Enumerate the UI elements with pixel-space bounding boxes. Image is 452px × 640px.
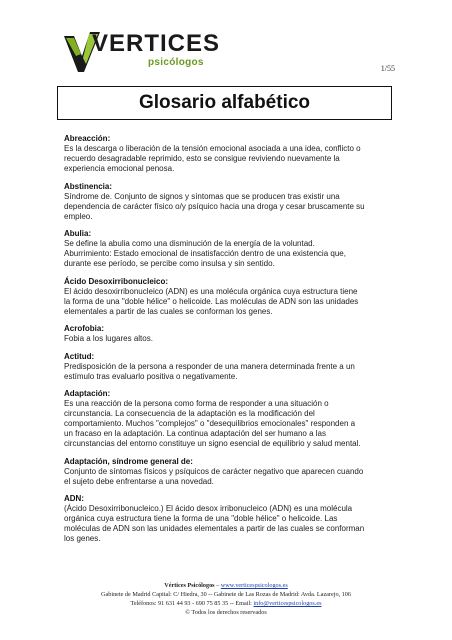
glossary-definition-line: el sujeto debe enfrentarse a una novedad.: [64, 476, 214, 486]
glossary-term: Adaptación:: [64, 389, 111, 398]
footer-addresses: Gabinete de Madrid Capital: C/ Hiedra, 30 -- Gabinete de Las Rozas de Madrid: Avda. Lazarejo, 106: [101, 591, 351, 598]
footer-brand: Vértices Psicólogos: [164, 582, 215, 589]
page-footer: [0, 581, 452, 617]
footer-dash: –: [214, 582, 221, 589]
glossary-term: Adaptación, síndrome general de:: [64, 456, 193, 466]
glossary-definition-line: la forma de una "doble hélice" o helicoide. Las moléculas de ADN son las unidades: [64, 296, 359, 306]
glossary-definition-line: Predisposición de la persona a responder de una manera determinada frente a un: [64, 361, 355, 371]
glossary-definition-line: durante ese período, se percibe como insulsa y sin sentido.: [64, 259, 275, 268]
footer-email-link[interactable]: info@verticespsicologos.es: [253, 600, 322, 607]
glossary-entry: [64, 324, 394, 344]
footer-line-3: [0, 599, 452, 608]
glossary-definition-line: orgánica cuya estructura tiene la forma de una "doble hélice" o helicoide. Las: [64, 514, 338, 523]
glossary-definition-line: empleo.: [64, 211, 93, 221]
glossary-definition-line: Aburrimiento: Estado emocional de insatisfacción dentro de una existencia que,: [64, 249, 346, 258]
glossary-definition-line: experiencia emocional penosa.: [64, 164, 175, 173]
page-number: 1/55: [380, 64, 395, 73]
footer-rights: © Todos los derechos reservados: [185, 609, 267, 616]
glossary-definition-line: circunstancias del entorno constituye un signo esencial de equilibrio y salud mental.: [64, 439, 361, 448]
company-logo: [62, 26, 221, 78]
glossary-definition-line: estímulo tras evaluarlo positiva o negativamente.: [64, 371, 238, 381]
glossary-definition-line: los genes.: [64, 534, 101, 543]
glossary-entry: [64, 352, 394, 382]
page-title: Glosario alfabético: [138, 92, 311, 113]
glossary-definition-line: comportamiento. Muchos "complejos" o "desequilibrios emocionales" responden a: [64, 419, 356, 428]
glossary-definition-line: moléculas de ADN son las unidades elementales a partir de las cuales se conforman: [64, 524, 365, 533]
glossary-definition-line: Fobia a los lugares altos.: [64, 334, 153, 343]
glossary-entry: [64, 134, 394, 174]
glossary-entry: [64, 182, 394, 222]
glossary-entry: [64, 277, 394, 317]
glossary-entry: [64, 457, 394, 487]
glossary-definition-line: Es la descarga o liberación de la tensión emocional asociada a una idea, conflicto o: [64, 144, 361, 153]
glossary-definition-line: elementales a partir de las cuales se conforman los genes.: [64, 306, 273, 316]
footer-website-link[interactable]: www.verticespsicologos.es: [220, 582, 288, 589]
glossary-definition-line: Se define la abulia como una disminución de la energía de la voluntad.: [64, 239, 315, 248]
glossary-entry: [64, 389, 394, 449]
glossary-entry: [64, 229, 394, 269]
glossary-definition-line: dependencia de carácter físico o/y psíquico hacia una droga y cesar bruscamente su: [64, 201, 365, 211]
glossary-definition-line: Es una reacción de la persona como forma de responder a una situación o: [64, 399, 329, 408]
logo-wordmark: VERTICES: [92, 30, 221, 57]
glossary-definition-line: un fracaso en la adaptación. La continua adaptación del ser humano a las: [64, 429, 326, 438]
glossary-definition-line: El ácido desoxirribonucleico (ADN) es una molécula orgánica cuya estructura tiene: [64, 286, 358, 296]
title-box: [57, 86, 392, 120]
glossary-definition-line: Conjunto de síntomas físicos y psíquicos de carácter negativo que aparecen cuando: [64, 466, 364, 476]
glossary-definition-line: (Ácido Desoxirribonucleico.) El ácido desox irribonucleico (ADN) es una molécula: [64, 504, 353, 513]
glossary-term: Ácido Desoxirribonucleico:: [64, 276, 169, 286]
glossary-definition-line: circunstancia. La consecuencia de la adaptación es la modificación del: [64, 409, 315, 418]
logo-subtitle: psicólogos: [148, 57, 204, 68]
glossary-term: Abulia:: [64, 229, 92, 238]
footer-phones: Teléfonos: 91 631 44 93 - 690 75 85 35 -- Email:: [130, 600, 254, 607]
glossary-term: Abreacción:: [64, 134, 111, 143]
glossary-entry: [64, 494, 394, 544]
glossary-definition-line: recuerdo desagradable reprimido, esto se consigue reviviendo nuevamente la: [64, 154, 340, 163]
glossary-entries: [64, 134, 394, 552]
glossary-term: Acrofobia:: [64, 324, 104, 333]
glossary-term: Abstinencia:: [64, 181, 113, 191]
glossary-definition-line: Síndrome de. Conjunto de signos y síntomas que se producen tras existir una: [64, 191, 340, 201]
glossary-term: ADN:: [64, 494, 84, 503]
footer-line-1: [0, 581, 452, 590]
glossary-term: Actitud:: [64, 351, 95, 361]
